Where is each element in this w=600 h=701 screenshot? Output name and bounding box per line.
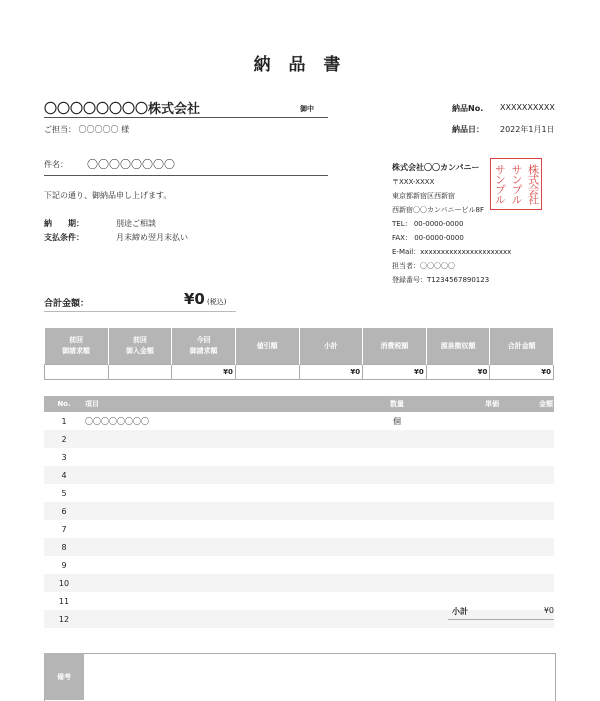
summary-value-row [45,365,554,380]
client-underline [44,117,328,118]
remarks-label: 備考 [44,653,84,700]
summary-cell-subtotal: ¥0 [299,365,363,380]
row-qty [360,502,434,520]
row-item [84,448,360,466]
row-price [434,466,500,484]
summary-header-text: 前回 御請求額 [62,336,91,355]
table-row [44,556,554,574]
row-no: 2 [44,430,84,448]
items-header-row [44,396,554,412]
stamp-text-1: 株式会社 [526,164,540,204]
summary-header [363,328,427,365]
row-no: 3 [61,452,67,462]
row-amount [500,538,554,556]
total-amount-label: 合計金額： [44,299,90,309]
row-qty [360,574,434,592]
delivery-no-label: 納品No. [452,104,484,113]
total-tax-note: (税込) [207,298,227,306]
row-no: 8 [44,538,84,556]
items-header-price: 単価 [434,396,500,412]
summary-cell-current-billing: ¥0 [172,365,236,380]
row-item [84,538,360,556]
summary-table [44,328,554,380]
items-header-no: No. [44,396,84,412]
row-price [434,502,500,520]
row-qty [360,556,434,574]
row-no: 6 [44,502,84,520]
total-amount-value: ¥0 [184,290,205,308]
row-qty [360,610,434,628]
row-qty [360,466,434,484]
row-item [84,574,360,592]
client-name: 〇〇〇〇〇〇〇〇株式会社 [44,102,201,117]
summary-header [172,328,236,365]
subtotal-label: 小計 [452,607,468,616]
payment-term-label: 支払条件： [44,233,84,242]
summary-cell-total: ¥0 [490,365,554,380]
row-qty: 個 [393,416,401,426]
row-item [84,556,360,574]
row-item [84,502,360,520]
summary-header-text: 今回 御請求額 [189,336,218,355]
stamp-text-2: サンプル [509,164,523,204]
row-no: 4 [44,466,84,484]
company-seal-stamp [490,158,542,210]
summary-header [108,328,172,365]
summary-header [45,328,109,365]
row-item [84,592,360,610]
summary-cell-previous-billing [45,365,109,380]
table-row [44,592,554,610]
subtotal-underline [448,619,554,620]
row-price [434,484,500,502]
row-item [84,466,360,484]
summary-header-text: 値引額 [256,341,278,350]
row-no: 5 [61,488,67,498]
row-qty [360,430,434,448]
table-row [44,574,554,592]
summary-header-text: 合計金額 [507,341,536,350]
row-item [84,484,360,502]
subject-value: 〇〇〇〇〇〇〇〇 [87,158,175,171]
row-amount [500,430,554,448]
row-amount [500,556,554,574]
items-table [44,396,554,628]
row-price [434,448,500,466]
stamp-text-3: サンプル [493,164,507,204]
row-qty [360,592,434,610]
row-no: 7 [61,524,67,534]
document-title: 納 品 書 [253,55,347,75]
row-no: 11 [58,596,70,606]
row-qty [360,484,434,502]
summary-header [490,328,554,365]
summary-header-text: 源泉徴収額 [440,341,476,350]
row-qty [360,520,434,538]
table-row [44,502,554,520]
row-amount [500,466,554,484]
row-qty [360,538,434,556]
row-price [434,538,500,556]
row-item [84,430,360,448]
client-contact: ご担当： 〇〇〇〇〇 様 [44,125,130,134]
company-registration: 登録番号：T1234567890123 [392,276,490,284]
company-tel: TEL： 00-0000-0000 [392,220,464,228]
table-row [44,538,554,556]
row-price [434,574,500,592]
subtotal-value: ¥0 [543,606,554,615]
row-price [434,412,500,430]
row-no: 9 [61,560,67,570]
delivery-term-value: 別途ご相談 [116,219,156,228]
row-item [84,520,360,538]
delivery-no-value: XXXXXXXXXX [500,103,555,112]
table-row [44,412,554,430]
total-underline [44,311,236,312]
company-address: 東京都新宿区西新宿 [392,192,455,200]
subject-underline [44,175,328,176]
company-fax: FAX： 00-0000-0000 [392,234,464,242]
row-amount [500,412,554,430]
row-no: 10 [44,574,84,592]
summary-header-text: 消費税額 [380,341,409,350]
row-amount [500,484,554,502]
row-qty [360,448,434,466]
summary-header [426,328,490,365]
intro-note: 下記の通り、御納品申し上げます。 [44,191,172,200]
summary-header-text: 小計 [323,341,338,350]
row-item: 〇〇〇〇〇〇〇〇 [85,416,149,426]
row-amount [500,448,554,466]
summary-cell-previous-payment [108,365,172,380]
summary-header-text: 前回 御入金額 [125,336,154,355]
subject-label: 件名： [44,160,68,169]
delivery-term-label: 納 期： [44,219,84,228]
table-row [44,466,554,484]
summary-header-row [45,328,554,365]
table-row [44,484,554,502]
summary-cell-withholding: ¥0 [426,365,490,380]
items-header-qty: 数量 [360,396,434,412]
company-staff: 担当者：〇〇〇〇〇 [392,262,455,270]
company-postal: 〒XXX-XXXX [392,178,435,186]
summary-header [299,328,363,365]
items-header-amount: 金額 [500,396,554,412]
row-price [434,556,500,574]
table-row [44,520,554,538]
table-row [44,430,554,448]
row-amount [500,520,554,538]
company-building: 西新宿〇〇カンパニービル8F [392,206,484,214]
client-honorific: 御中 [300,105,314,113]
row-amount [500,574,554,592]
row-price [434,520,500,538]
delivery-date-label: 納品日： [452,125,484,134]
company-email: E-Mail：xxxxxxxxxxxxxxxxxxxxxx [392,248,512,256]
row-no: 12 [44,610,84,628]
row-price [434,430,500,448]
row-no: 1 [61,416,67,426]
remarks-box[interactable] [44,653,556,701]
payment-term-value: 月末締め翌月末払い [116,233,188,242]
row-amount [500,502,554,520]
row-item [84,610,360,628]
items-header-item: 項目 [84,396,360,412]
table-row [44,448,554,466]
company-name: 株式会社〇〇カンパニー [392,163,480,172]
summary-cell-tax: ¥0 [363,365,427,380]
delivery-date-value: 2022年1月1日 [500,125,555,134]
summary-cell-discount [235,365,299,380]
summary-header [235,328,299,365]
